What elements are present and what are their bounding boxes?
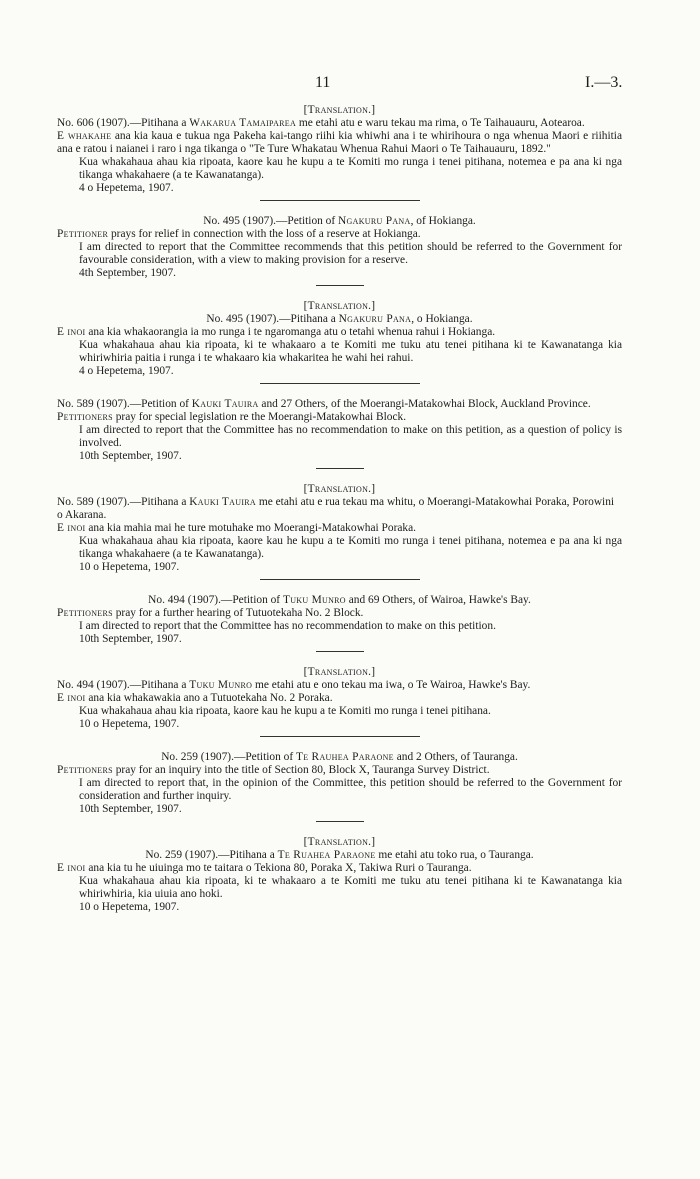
report-date: 10 o Hepetema, 1907.	[79, 901, 180, 913]
lead-word: Petitioners	[57, 607, 113, 619]
petition-summary: E inoi ana kia whakaorangia ia mo runga i te ngaromanga atu o tetahi whenua rahui i Hokianga.	[57, 326, 496, 338]
section-divider	[260, 200, 420, 201]
petition-title: No. 589 (1907).—Petition of Kauki Tauira and 27 Others, of the Moerangi-Matakowhai Block, Auckland Province.	[57, 398, 591, 410]
petition-entry	[57, 300, 622, 384]
petition-entry	[57, 666, 622, 737]
committee-report: Kua whakahaua ahau kia ripoata, kaore kau he kupu a te Komiti mo runga i tenei pitihana.	[79, 705, 491, 717]
report-date: 10 o Hepetema, 1907.	[79, 718, 180, 730]
translation-heading: [Translation.]	[303, 104, 376, 116]
committee-report: I am directed to report that the Committee has no recommendation to make on this petition, as a question of policy is involved.	[79, 424, 622, 449]
committee-report: Kua whakahaua ahau kia ripoata, ki te whakaaro a te Komiti me tuku atu tenei pitihana ki te Kawanatanga kia whiriwhiria paitia i runga i te whakaaro kia whakaritea he wahi hei rahui.	[79, 339, 622, 364]
petition-entry	[57, 104, 622, 201]
translation-divider	[316, 821, 364, 822]
committee-report: I am directed to report that, in the opinion of the Committee, this petition should be referred to the Government for consideration and further inquiry.	[79, 777, 622, 802]
petition-title: No. 495 (1907).—Pitihana a Ngakuru Pana, o Hokianga.	[206, 313, 473, 325]
petition-summary: E inoi ana kia whakawakia ano a Tutuotekaha No. 2 Poraka.	[57, 692, 333, 704]
lead-word: Petitioners	[57, 764, 113, 776]
petition-entry	[57, 751, 622, 822]
lead-word: E inoi	[57, 522, 86, 534]
page-header	[0, 74, 700, 98]
petition-summary: E inoi ana kia tu he uiuinga mo te taitara o Tekiona 80, Poraka X, Takiwa Ruri o Tauranga.	[57, 862, 472, 874]
lead-word: E inoi	[57, 862, 86, 874]
report-date: 4th September, 1907.	[79, 267, 176, 279]
section-divider	[260, 383, 420, 384]
petition-summary: Petitioners pray for special legislation re the Moerangi-Matakowhai Block.	[57, 411, 407, 423]
petition-entry	[57, 836, 622, 914]
petitioner-name: Te Ruahea Paraone	[277, 849, 376, 861]
translation-divider	[316, 285, 364, 286]
petitioner-name: Ngakuru Pana	[338, 215, 411, 227]
report-date: 4 o Hepetema, 1907.	[79, 182, 174, 194]
petitioner-name: Ngakuru Pana	[338, 313, 412, 325]
petition-summary: E whakahe ana kia kaua e tukua nga Pakeha kai-tango riihi kia whiwhi ana i te whirihoura o nga whenua Maori e riihitia ana e ratou i naianei i raro i nga tikanga o "Te Ture Whakatau Whenua Rahui Maori o Te Taihauauru, 1892."	[57, 130, 622, 155]
petition-summary: Petitioners pray for an inquiry into the title of Section 80, Block X, Tauranga Survey District.	[57, 764, 490, 776]
petitioner-name: Tuku Munro	[189, 679, 253, 691]
petition-entry	[57, 398, 622, 469]
committee-report: Kua whakahaua ahau kia ripoata, kaore kau he kupu a te Komiti mo runga i tenei pitihana, notemea e pa ana ki nga tikanga whakahaere (a te Kawanatanga).	[79, 535, 622, 560]
petition-entry	[57, 594, 622, 652]
petition-title: No. 494 (1907).—Pitihana a Tuku Munro me etahi atu e ono tekau ma iwa, o Te Wairoa, Hawke's Bay.	[57, 679, 531, 691]
translation-heading: [Translation.]	[303, 300, 376, 312]
petitioner-name: Wakarua Tamaiparea	[189, 117, 297, 129]
petition-title: No. 606 (1907).—Pitihana a Wakarua Tamaiparea me etahi atu e waru tekau ma rima, o Te Taihauauru, Aotearoa.	[57, 117, 585, 129]
lead-word: Petitioners	[57, 411, 113, 423]
lead-word: Petitioner	[57, 228, 109, 240]
lead-word: E whakahe	[57, 130, 112, 142]
petitioner-name: Kauki Tauira	[189, 496, 257, 508]
committee-report: I am directed to report that the Committee recommends that this petition should be referred to the Government for favourable consideration, with a view to making provision for a reserve.	[79, 241, 622, 266]
translation-divider	[316, 651, 364, 652]
petition-entry	[57, 215, 622, 286]
report-date: 10th September, 1907.	[79, 633, 182, 645]
petition-summary: Petitioner prays for relief in connection with the loss of a reserve at Hokianga.	[57, 228, 421, 240]
section-divider	[260, 579, 420, 580]
petition-title: No. 259 (1907).—Petition of Te Rauhea Paraone and 2 Others, of Tauranga.	[161, 751, 518, 763]
lead-word: E inoi	[57, 692, 86, 704]
petitioner-name: Kauki Tauira	[191, 398, 259, 410]
lead-word: E inoi	[57, 326, 86, 338]
petition-summary: E inoi ana kia mahia mai he ture motuhake mo Moerangi-Matakowhai Poraka.	[57, 522, 417, 534]
petition-title: No. 495 (1907).—Petition of Ngakuru Pana, of Hokianga.	[203, 215, 476, 227]
petition-title: No. 494 (1907).—Petition of Tuku Munro and 69 Others, of Wairoa, Hawke's Bay.	[148, 594, 531, 606]
petition-summary: Petitioners pray for a further hearing of Tutuotekaha No. 2 Block.	[57, 607, 364, 619]
petitioner-name: Te Rauhea Paraone	[295, 751, 394, 763]
committee-report: Kua whakahaua ahau kia ripoata, kaore kau he kupu a te Komiti mo runga i tenei pitihana, notemea e pa ana ki nga tikanga whakahaere (a te Kawanatanga).	[79, 156, 622, 181]
report-date: 10 o Hepetema, 1907.	[79, 561, 180, 573]
translation-heading: [Translation.]	[303, 666, 376, 678]
committee-report: Kua whakahaua ahau kia ripoata, ki te whakaaro a te Komiti me tuku atu tenei pitihana ki te Kawanatanga kia whiriwhiria, kia uiuia ano hoki.	[79, 875, 622, 900]
petition-title: No. 259 (1907).—Pitihana a Te Ruahea Paraone me etahi atu toko rua, o Tauranga.	[145, 849, 534, 861]
translation-heading: [Translation.]	[303, 483, 376, 495]
report-date: 10th September, 1907.	[79, 803, 182, 815]
translation-heading: [Translation.]	[303, 836, 376, 848]
translation-divider	[316, 468, 364, 469]
petitioner-name: Tuku Munro	[282, 594, 346, 606]
committee-report: I am directed to report that the Committee has no recommendation to make on this petition.	[79, 620, 496, 632]
page-number: 11	[315, 74, 331, 91]
petition-title: No. 589 (1907).—Pitihana a Kauki Tauira me etahi atu e rua tekau ma whitu, o Moerangi-Matakowhai Poraka, Porowini o Akarana.	[57, 496, 615, 521]
petition-list	[57, 104, 622, 914]
petition-entry	[57, 483, 622, 580]
section-divider	[260, 736, 420, 737]
report-date: 4 o Hepetema, 1907.	[79, 365, 174, 377]
report-date: 10th September, 1907.	[79, 450, 182, 462]
document-reference: I.—3.	[585, 74, 623, 91]
